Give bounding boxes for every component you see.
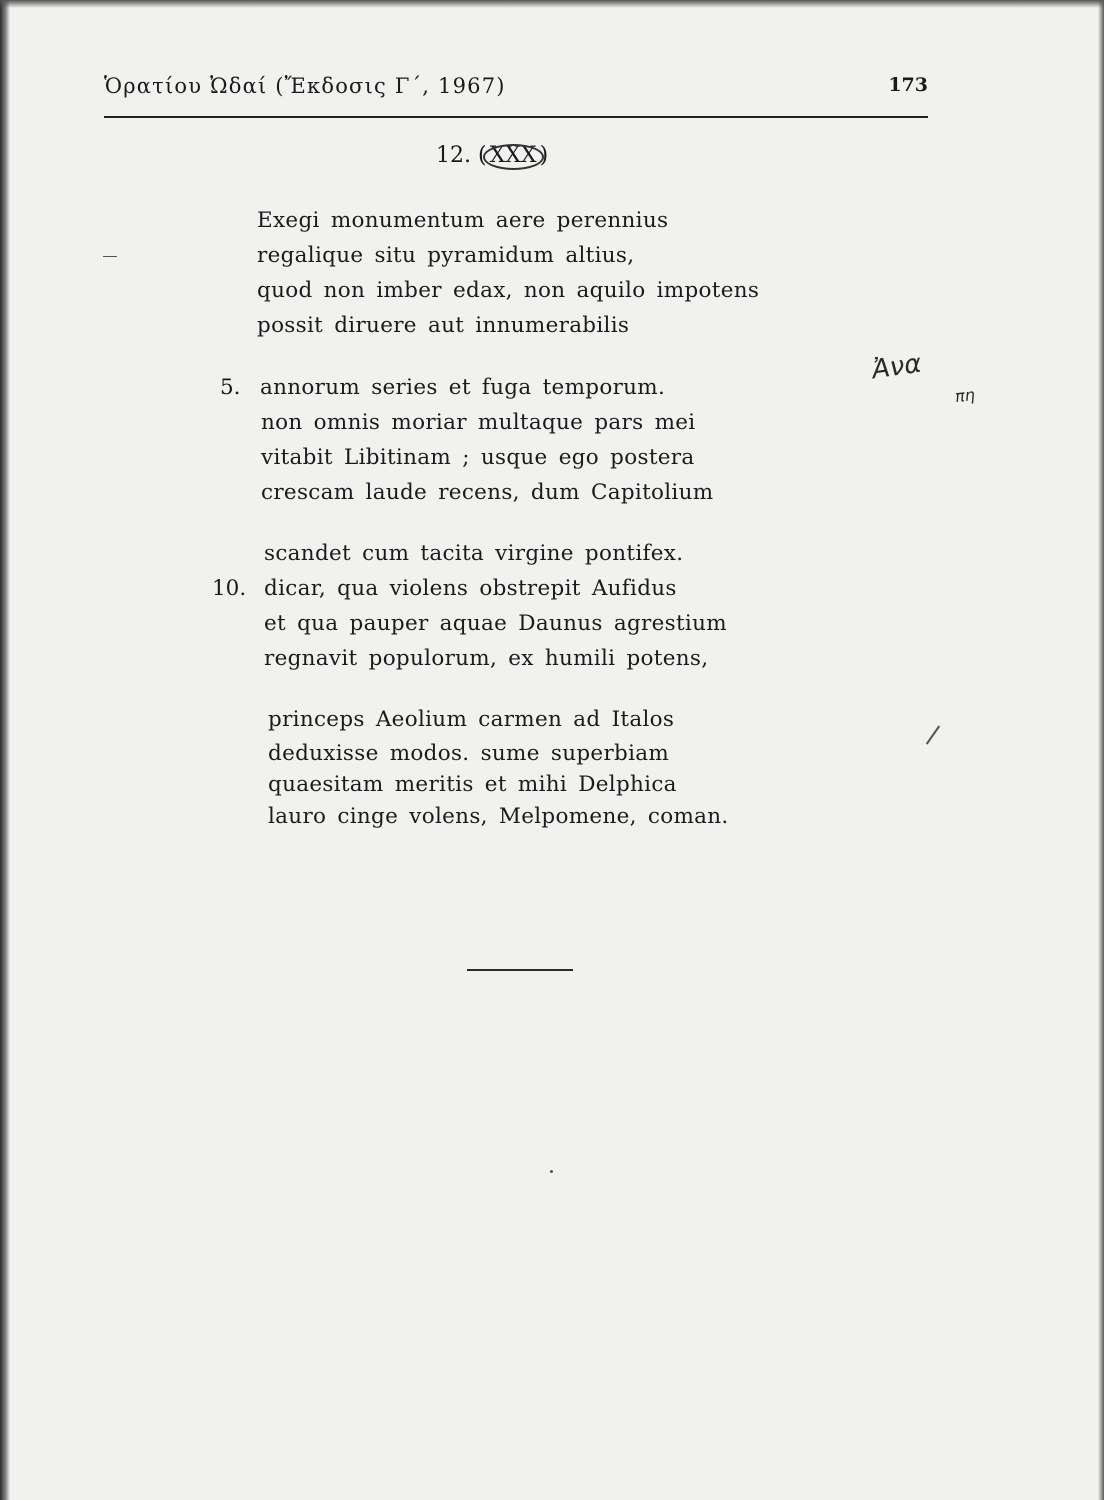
running-title: Ὁρατίου Ὠδαί (Ἔκδοσις Γ΄, 1967) <box>104 74 506 98</box>
verse-line-11: et qua pauper aquae Daunus agrestium <box>264 611 727 636</box>
verse-line-14: deduxisse modos. sume superbiam <box>268 741 670 766</box>
poem-number-prefix: 12. ( <box>436 143 487 168</box>
verse-line-12: regnavit populorum, ex humili potens, <box>264 646 709 671</box>
verse-line-7: vitabit Libitinam ; usque ego postera <box>261 445 695 470</box>
verse-number-10: 10. <box>212 576 247 601</box>
closing-rule <box>467 969 573 971</box>
verse-line-16: lauro cinge volens, Melpomene, coman. <box>268 804 729 829</box>
handwritten-margin-note: πη <box>954 385 976 406</box>
verse-line-1: Exegi monumentum aere perennius <box>257 208 669 233</box>
verse-line-5: annorum series et fuga temporum. <box>260 375 666 400</box>
verse-number-5: 5. <box>220 375 241 400</box>
page-number: 173 <box>888 74 928 96</box>
verse-line-2: regalique situ pyramidum altius, <box>257 243 635 268</box>
verse-line-6: non omnis moriar multaque pars mei <box>261 410 696 435</box>
verse-line-8: crescam laude recens, dum Capitolium <box>261 480 714 505</box>
verse-line-9: scandet cum tacita virgine pontifex. <box>264 541 684 566</box>
stray-dot-mark <box>550 1170 553 1173</box>
poem-number-suffix: ) <box>539 143 549 168</box>
verse-line-15: quaesitam meritis et mihi Delphica <box>268 772 677 797</box>
handwritten-margin-note: Ἀνα <box>870 348 924 386</box>
verse-line-3: quod non imber edax, non aquilo impotens <box>257 278 760 303</box>
stray-margin-tick <box>103 256 117 257</box>
verse-line-10: dicar, qua violens obstrepit Aufidus <box>264 576 677 601</box>
verse-line-4: possit diruere aut innumerabilis <box>257 313 630 338</box>
poem-roman-numeral-circled: XXX <box>487 143 540 168</box>
verse-line-13: princeps Aeolium carmen ad Italos <box>268 707 675 732</box>
